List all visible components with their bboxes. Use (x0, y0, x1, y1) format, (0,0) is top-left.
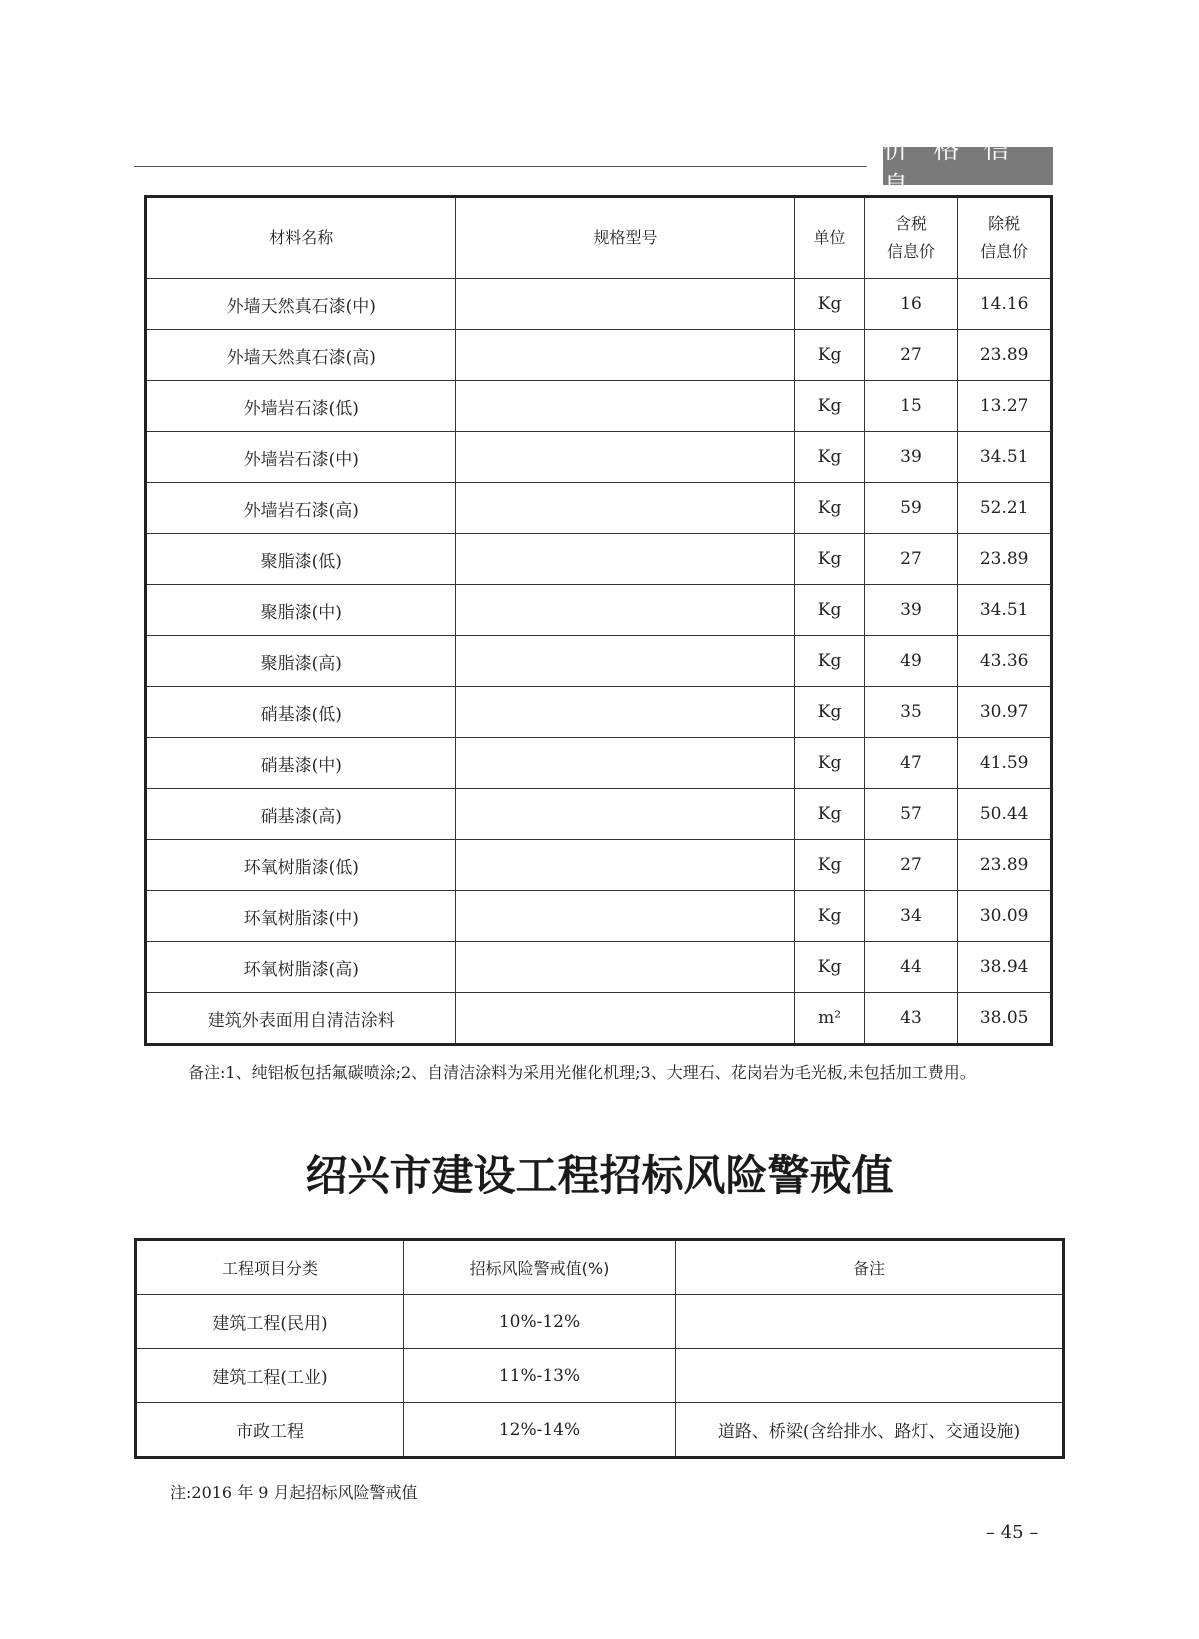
material-name-cell: 聚脂漆(低) (146, 534, 456, 585)
unit-cell: Kg (795, 330, 864, 381)
tax-excl-price-cell: 23.89 (958, 840, 1052, 891)
tax-incl-price-cell: 39 (864, 432, 958, 483)
unit-cell: Kg (795, 636, 864, 687)
table-row (146, 840, 1052, 891)
material-name-cell: 外墙岩石漆(低) (146, 381, 456, 432)
table-row (146, 381, 1052, 432)
tax-incl-price-cell: 49 (864, 636, 958, 687)
spec-cell (456, 789, 795, 840)
material-name-cell: 硝基漆(中) (146, 738, 456, 789)
material-name-cell: 外墙天然真石漆(高) (146, 330, 456, 381)
header-tax-incl-line1: 含税 (894, 214, 927, 233)
tax-incl-price-cell: 57 (864, 789, 958, 840)
tax-incl-price-cell: 15 (864, 381, 958, 432)
table-row (146, 330, 1052, 381)
tax-excl-price-cell: 23.89 (958, 330, 1052, 381)
materials-note: 备注:1、纯铝板包括氟碳喷涂;2、自清洁涂料为采用光催化机理;3、大理石、花岗岩为毛光板,未包括加工费用。 (188, 1063, 976, 1082)
table-row (136, 1349, 1064, 1403)
header-remark: 备注 (676, 1240, 1064, 1295)
unit-cell: Kg (795, 585, 864, 636)
unit-cell: Kg (795, 840, 864, 891)
tax-excl-price-cell: 30.97 (958, 687, 1052, 738)
tax-incl-price-cell: 39 (864, 585, 958, 636)
header-tax-excl (958, 197, 1052, 279)
tax-excl-price-cell: 43.36 (958, 636, 1052, 687)
risk-table (134, 1238, 1065, 1459)
spec-cell (456, 993, 795, 1045)
header-rule (134, 166, 867, 167)
table-row (146, 585, 1052, 636)
unit-cell: Kg (795, 432, 864, 483)
material-name-cell: 环氧树脂漆(高) (146, 942, 456, 993)
tax-excl-price-cell: 41.59 (958, 738, 1052, 789)
table-row (146, 687, 1052, 738)
header-spec: 规格型号 (456, 197, 795, 279)
material-name-cell: 环氧树脂漆(中) (146, 891, 456, 942)
unit-cell: Kg (795, 738, 864, 789)
tax-incl-price-cell: 16 (864, 279, 958, 330)
spec-cell (456, 330, 795, 381)
risk-header-row (136, 1240, 1064, 1295)
tax-incl-price-cell: 27 (864, 330, 958, 381)
header-tax-incl (864, 197, 958, 279)
material-name-cell: 建筑外表面用自清洁涂料 (146, 993, 456, 1045)
category-cell: 市政工程 (136, 1403, 404, 1458)
spec-cell (456, 585, 795, 636)
unit-cell: Kg (795, 534, 864, 585)
tax-excl-price-cell: 34.51 (958, 432, 1052, 483)
table-row (136, 1403, 1064, 1458)
header-tax-incl-line2: 信息价 (886, 242, 935, 261)
category-cell: 建筑工程(工业) (136, 1349, 404, 1403)
spec-cell (456, 687, 795, 738)
tax-excl-price-cell: 50.44 (958, 789, 1052, 840)
tax-excl-price-cell: 30.09 (958, 891, 1052, 942)
material-name-cell: 环氧树脂漆(低) (146, 840, 456, 891)
header-tax-excl-line1: 除税 (988, 214, 1021, 233)
spec-cell (456, 891, 795, 942)
material-name-cell: 聚脂漆(高) (146, 636, 456, 687)
remark-cell (676, 1295, 1064, 1349)
spec-cell (456, 432, 795, 483)
tax-incl-price-cell: 47 (864, 738, 958, 789)
table-row (146, 432, 1052, 483)
materials-table (144, 195, 1053, 1046)
unit-cell: Kg (795, 381, 864, 432)
materials-header-row (146, 197, 1052, 279)
tax-excl-price-cell: 38.94 (958, 942, 1052, 993)
table-row (146, 279, 1052, 330)
tax-incl-price-cell: 59 (864, 483, 958, 534)
unit-cell: Kg (795, 279, 864, 330)
header-category: 工程项目分类 (136, 1240, 404, 1295)
tax-incl-price-cell: 35 (864, 687, 958, 738)
tax-excl-price-cell: 14.16 (958, 279, 1052, 330)
material-name-cell: 硝基漆(低) (146, 687, 456, 738)
tax-incl-price-cell: 43 (864, 993, 958, 1045)
risk-value-cell: 12%-14% (404, 1403, 676, 1458)
unit-cell: Kg (795, 789, 864, 840)
unit-cell: Kg (795, 687, 864, 738)
section-tag: 价 格 信 息 (883, 147, 1053, 185)
risk-title: 绍兴市建设工程招标风险警戒值 (305, 1151, 894, 1200)
table-row (136, 1295, 1064, 1349)
spec-cell (456, 381, 795, 432)
header-unit: 单位 (795, 197, 864, 279)
remark-cell (676, 1349, 1064, 1403)
material-name-cell: 聚脂漆(中) (146, 585, 456, 636)
spec-cell (456, 738, 795, 789)
header-name: 材料名称 (146, 197, 456, 279)
tax-incl-price-cell: 27 (864, 840, 958, 891)
header-tax-excl-line2: 信息价 (980, 242, 1029, 261)
remark-cell: 道路、桥梁(含给排水、路灯、交通设施) (676, 1403, 1064, 1458)
spec-cell (456, 636, 795, 687)
spec-cell (456, 942, 795, 993)
risk-note: 注:2016 年 9 月起招标风险警戒值 (170, 1483, 418, 1502)
table-row (146, 942, 1052, 993)
unit-cell: Kg (795, 891, 864, 942)
category-cell: 建筑工程(民用) (136, 1295, 404, 1349)
unit-cell: Kg (795, 483, 864, 534)
spec-cell (456, 534, 795, 585)
material-name-cell: 外墙天然真石漆(中) (146, 279, 456, 330)
spec-cell (456, 840, 795, 891)
header-risk-value: 招标风险警戒值(%) (404, 1240, 676, 1295)
unit-cell: m² (795, 993, 864, 1045)
table-row (146, 534, 1052, 585)
table-row (146, 636, 1052, 687)
table-row (146, 993, 1052, 1045)
risk-value-cell: 10%-12% (404, 1295, 676, 1349)
material-name-cell: 外墙岩石漆(高) (146, 483, 456, 534)
tax-incl-price-cell: 44 (864, 942, 958, 993)
page-number: – 45 – (986, 1522, 1039, 1543)
tax-excl-price-cell: 13.27 (958, 381, 1052, 432)
table-row (146, 483, 1052, 534)
tax-excl-price-cell: 34.51 (958, 585, 1052, 636)
tax-incl-price-cell: 27 (864, 534, 958, 585)
spec-cell (456, 279, 795, 330)
material-name-cell: 外墙岩石漆(中) (146, 432, 456, 483)
table-row (146, 891, 1052, 942)
material-name-cell: 硝基漆(高) (146, 789, 456, 840)
table-row (146, 789, 1052, 840)
unit-cell: Kg (795, 942, 864, 993)
tax-excl-price-cell: 23.89 (958, 534, 1052, 585)
tax-incl-price-cell: 34 (864, 891, 958, 942)
spec-cell (456, 483, 795, 534)
table-row (146, 738, 1052, 789)
tax-excl-price-cell: 38.05 (958, 993, 1052, 1045)
tax-excl-price-cell: 52.21 (958, 483, 1052, 534)
risk-value-cell: 11%-13% (404, 1349, 676, 1403)
